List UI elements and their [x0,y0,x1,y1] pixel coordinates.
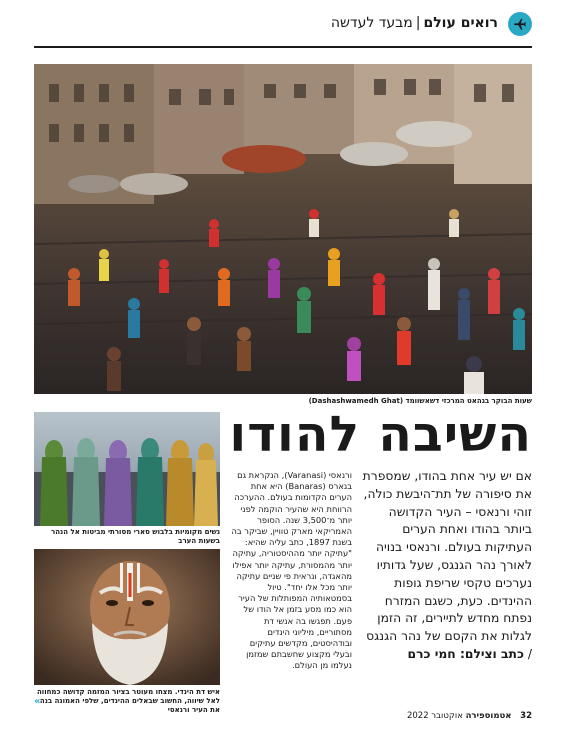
airplane-icon [508,12,532,36]
author-credit: כתב וצילם: חמי כרם [407,646,524,661]
article-lede [360,468,532,664]
page-footer [372,711,532,721]
page-header [34,12,532,36]
article-headline: השיבה להודו [229,406,532,463]
section-separator: | [415,15,421,31]
continue-arrows-icon: » [34,696,41,707]
issue-date: אוקטובר 2022 [406,711,463,721]
side-photo-caption-women: נשים מקומיות בלבוש סארי מסורתי מביטות אל הנהר בשעות הערב [51,528,220,545]
section-title [331,15,498,31]
side-photo-holy-man [34,549,220,685]
side-photo-caption-holy-man: איש דת הינדי. מצחו מעוטר בציור המזמה קדושה כמחווה לאל שיווה, החשוב שבאלים ההינדים, שלפי האמונה בנה את העיר ורנאסי [37,688,220,714]
page-number: 32 [520,711,532,721]
airplane-glyph [513,17,527,31]
lede-text: אם יש עיר אחת בהודו, שמספרת את סיפורה של תת־היבשת כולה, זוהי ורנאסי – העיר הקדושה ביותר בהודו ואחת הערים העתיקות בעולם. ורנאסי בנויה לאורך נהר הגנגס, שעל גדותיו נערכים טקסי שריפת גופות ההינדים. כעת, כשגם המזרח נפתח מחדש לתיירים, זה הזמן לגלות את הקסם של נהר הגנגס / [362,469,532,661]
subsection-name: מבעד לעדשה [330,15,413,31]
main-photo-ghat [34,64,532,394]
magazine-name: אטמוספירה [465,711,512,721]
side-photo-women [34,412,220,526]
main-photo-caption: שעות הבוקר בגהאט המרכזי דשאשוומד (Dashashwamedh Ghat) [308,397,532,405]
section-name: רואים עולם [423,15,498,31]
header-rule [34,46,532,48]
article-body: ורנאסי (Varanasi), הנקראת גם בנארס (Banaras) היא אחת הערים הקדומות בעולם. ההערכה הרווחת היא שהעיר הוקמה לפני יותר מ־3,500 שנה. הסופר האמריקאי מארק טוויין, שביקר בה בשנת 1897, כתב עליה שהיא: "עתיקה יותר מההיסטוריה, עתיקה יותר מהמסורת, עתיקה יותר אפילו מהאגדה, ונראית פי שניים עתיקה יותר מכל אלו יחד". טיול בסמטאותיה המפותלות של העיר הוא כמו מסע בזמן אל הודו של פעם. תפגשו בה אנשי דת מסתוריים, מיליוני הינדים ובודהיסטים, מקדשים עתיקים ובעלי מקצוע שחשבתם שמזמן נעלמו מן העולם. [231,470,352,671]
